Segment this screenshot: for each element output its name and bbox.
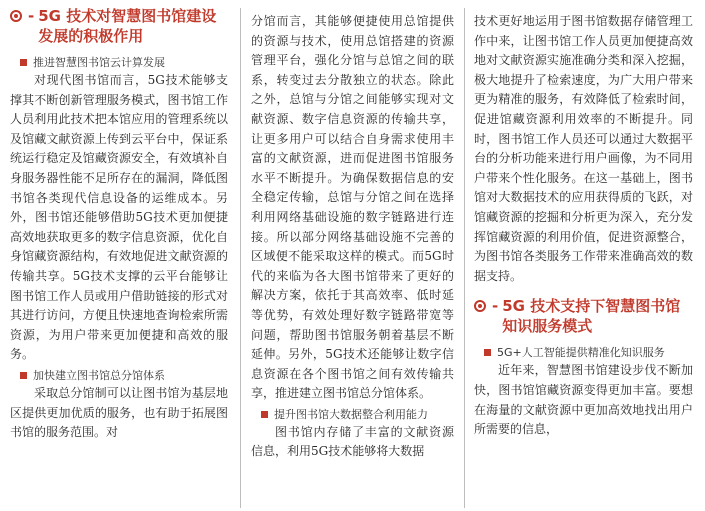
paragraph-1-2: 采取总分馆制可以让图书馆为基层地区提供更加优质的服务，也有助于拓展图书馆的服务范围。对 bbox=[10, 385, 228, 440]
article-column-2 bbox=[245, 0, 460, 511]
subheading-3-1 bbox=[474, 344, 693, 361]
paragraph-3-1: 技术更好地运用于图书馆数据存储管理工作中来，让图书馆工作人员更加便捷高效地对文献资源实施准确分类和深入挖掘，极大地提升了检索速度，为广大用户带来更为精准的服务，有效降低了检索时间，促进馆藏资源利用效率的不断提升。同时，图书馆工作人员还可以通过大数据平台的分析功能来进行用户画像，为不同用户带来个性化服务。在这一基础上，图书馆对大数据技术的应用获得质的飞跃，对馆藏资源的挖掘和分析更为深入，充分发挥馆藏资源的利用价值，促进资源整合，为图书馆各类服务工作带来准确高效的数据支持。 bbox=[474, 14, 693, 283]
section-heading-1-text: 5G 技术对智慧图书馆建设发展的积极作用 bbox=[38, 7, 217, 45]
paragraph-2-1: 分馆而言，其能够便捷使用总馆提供的资源与技术，使用总馆搭建的资源管理平台，强化分馆与总馆之间的联系，转变过去分散独立的状态。除此之外，总馆与分馆之间能够实现对文献资源、数字信息资源的传输共享，让更多用户可以结合自身需求使用丰富的文献资源，进而促进图书馆服务水平不断提升。为确保数据信息的安全稳定传输，总馆与分馆之间在选择利用网络基础设施的数字链路进行连接。所以部分网络基础设施不完善的区域便不能采取这样的模式。而5G时代的来临为各大图书馆带来了更好的解决方案，依托于其高效率、低时延等优势，有效处理好数字链路带宽等问题，帮助图书馆服务朝着基层不断延伸。另外，5G技术还能够让数字信息资源在各个图书馆之间有效传输共享，推进建立图书馆总分馆体系。 bbox=[251, 14, 454, 401]
section-heading-2-text: 5G 技术支持下智慧图书馆知识服务模式 bbox=[502, 297, 681, 336]
article-column-3 bbox=[468, 0, 705, 511]
paragraph-1-1: 对现代图书馆而言，5G技术能够支撑其不断创新管理服务模式，图书馆工作人员利用此技术把本馆应用的管理系统以及馆藏文献资源上传到云平台中，保证系统运行稳定及馆藏资源安全，有效填补自身服务器性能不足所存在的漏洞，降低图书馆各类现代信息设备的运维成本。另外，图书馆还能够借助5G技术更加便捷高效地获取更多的数字信息资源，优化自身馆藏资源结构，有效地促进文献资源的传输共享。5G技术支撑的云平台能够让图书馆工作人员或用户借助链接的形式对其进行访问，方便且快速地查询检索所需资源，为用户带来更加便捷和高效的服务。 bbox=[10, 73, 228, 362]
subheading-1-1 bbox=[10, 54, 228, 71]
paragraph-2-2: 图书馆内存储了丰富的文献资源信息，利用5G技术能够将大数据 bbox=[251, 424, 454, 459]
heading-dash: - bbox=[28, 7, 35, 25]
red-square-icon bbox=[261, 411, 268, 418]
subheading-2-1-text: 提升图书馆大数据整合利用能力 bbox=[274, 407, 428, 421]
subheading-1-2 bbox=[10, 367, 228, 384]
subheading-1-1-text: 推进智慧图书馆云计算发展 bbox=[33, 56, 165, 69]
article-column-1 bbox=[0, 0, 236, 511]
target-circle-icon bbox=[474, 300, 486, 312]
subheading-2-1 bbox=[251, 406, 454, 423]
red-square-icon bbox=[20, 59, 27, 66]
subheading-1-2-text: 加快建立图书馆总分馆体系 bbox=[33, 368, 165, 382]
column-divider-2 bbox=[464, 8, 465, 508]
section-heading-1 bbox=[10, 6, 228, 46]
heading-dash: - bbox=[492, 297, 499, 316]
red-square-icon bbox=[20, 372, 27, 379]
column-divider-1 bbox=[240, 8, 241, 508]
red-square-icon bbox=[484, 349, 491, 356]
section-heading-2 bbox=[474, 296, 693, 336]
target-circle-icon bbox=[10, 10, 22, 22]
paragraph-3-2: 近年来，智慧图书馆建设步伐不断加快，图书馆馆藏资源变得更加丰富。要想在海量的文献资源中更加高效地找出用户所需要的信息， bbox=[474, 363, 693, 437]
subheading-3-1-text: 5G+人工智能提供精准化知识服务 bbox=[497, 346, 665, 360]
